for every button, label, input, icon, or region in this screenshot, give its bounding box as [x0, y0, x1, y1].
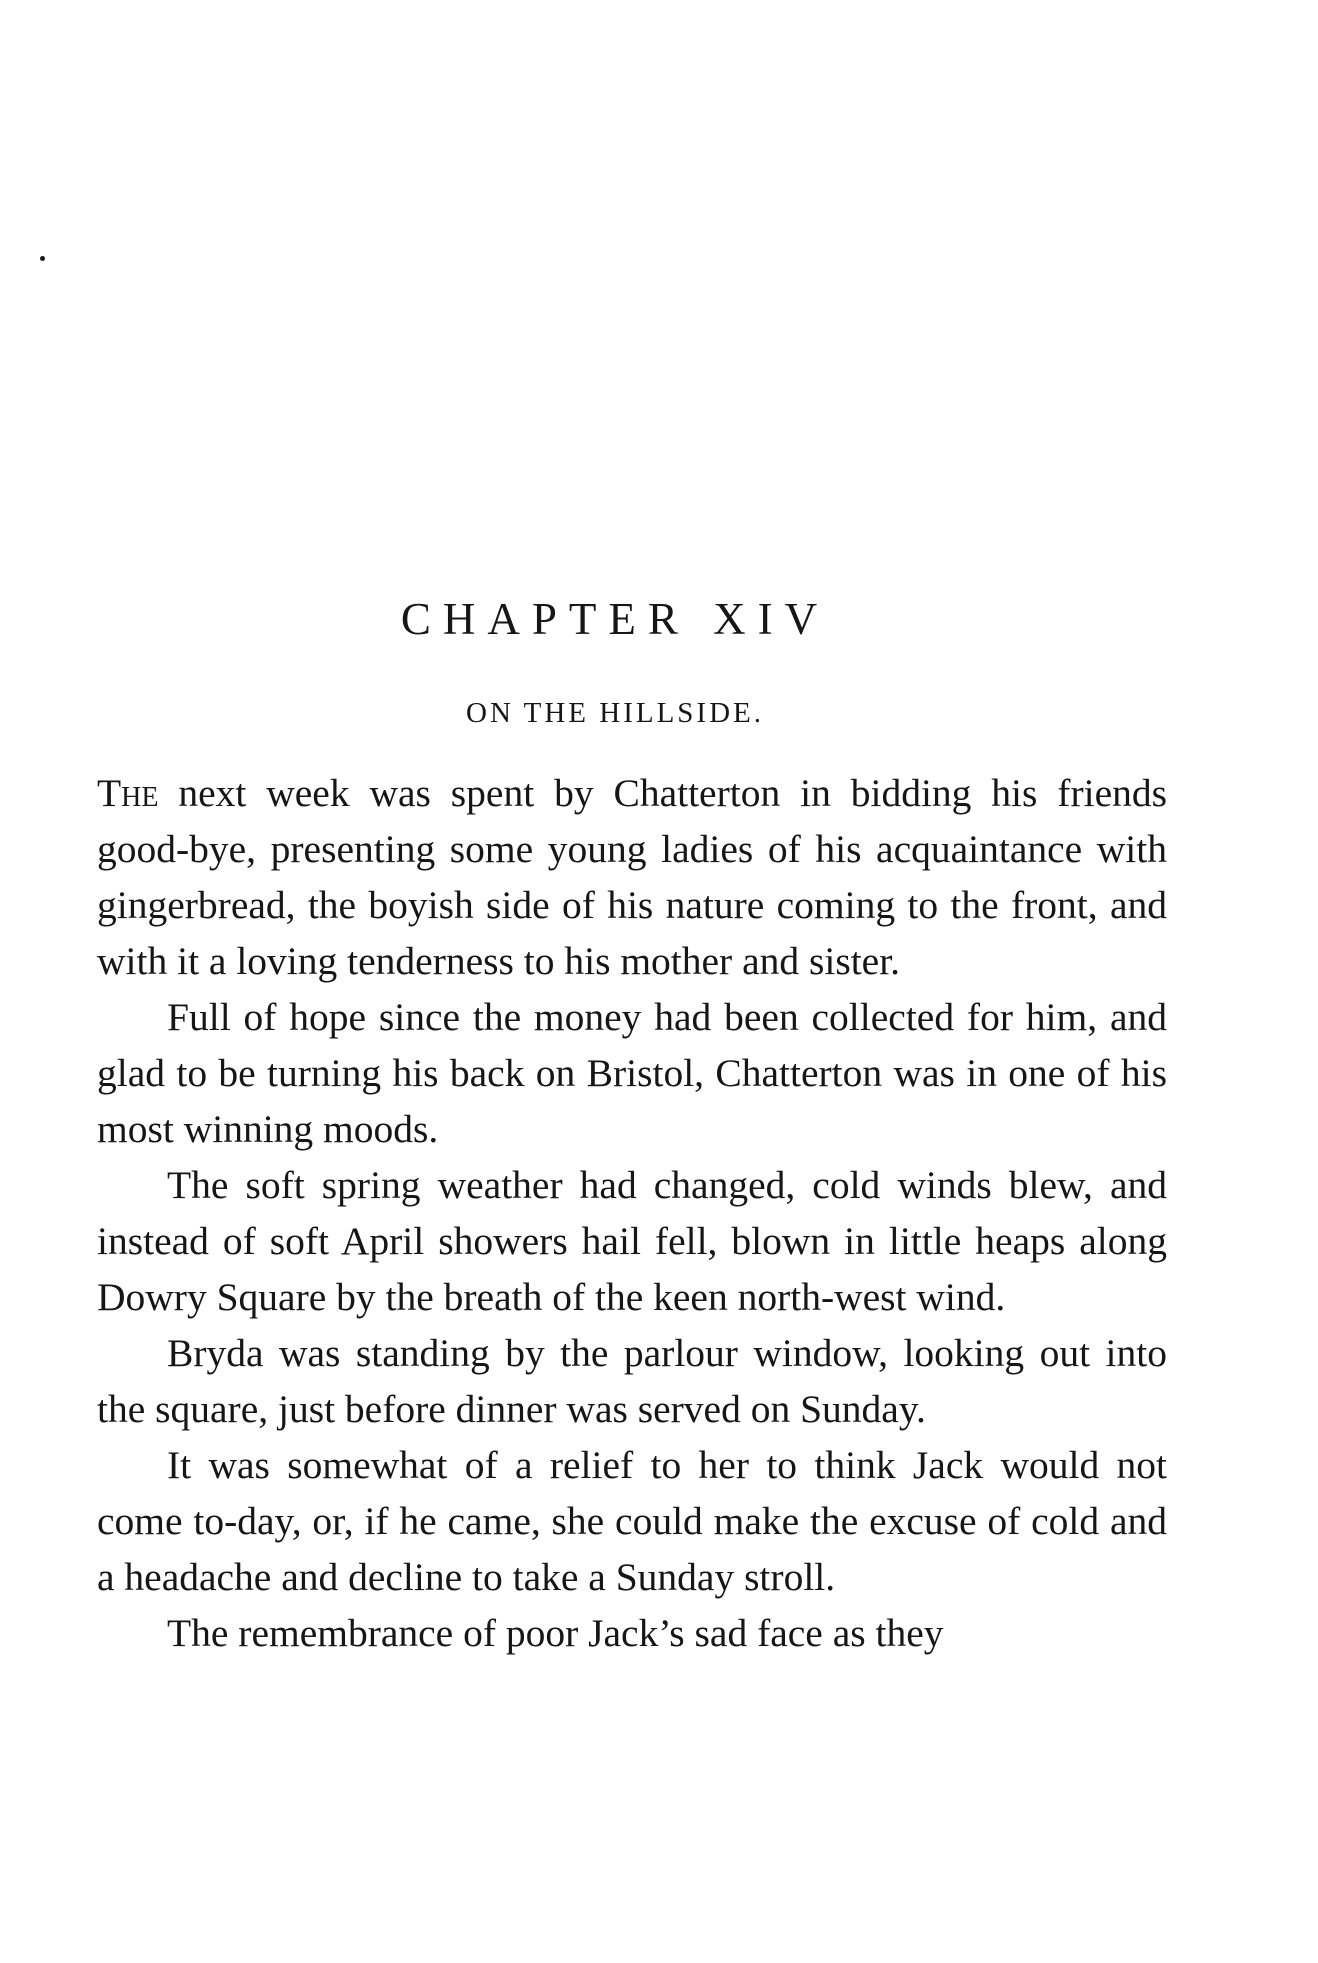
- paragraph: Full of hope since the money had been collected for him, and glad to be turning his back on Bristol, Chatterton was in one of his most winning moods.: [97, 995, 1167, 1151]
- paragraph: It was somewhat of a relief to her to think Jack would not come to-day, or, if he came, she could make the excuse of cold and a headache and decline to take a Sunday stroll.: [97, 1443, 1167, 1599]
- paragraph-lead-word: The: [97, 771, 159, 815]
- chapter-heading: CHAPTER XIV: [400, 594, 830, 644]
- paragraph: The remembrance of poor Jack’s sad face as they: [167, 1611, 944, 1655]
- chapter-subtitle: ON THE HILLSIDE.: [466, 697, 764, 729]
- paragraph-text: next week was spent by Chatterton in bidding his friends good-bye, presenting some young ladies of his acquaintance with gingerbread, the boyish side of his nature coming to the front, and with it a loving tenderness to his mother and sister.: [97, 771, 1167, 983]
- chapter-body: [97, 765, 1167, 1661]
- paragraph: [97, 765, 1167, 989]
- paragraph: Bryda was standing by the parlour window, looking out into the square, just before dinner was served on Sunday.: [97, 1331, 1167, 1431]
- paragraph: The soft spring weather had changed, cold winds blew, and instead of soft April showers hail fell, blown in little heaps along Dowry Square by the breath of the keen north-west wind.: [97, 1163, 1167, 1319]
- print-speck: [40, 256, 45, 261]
